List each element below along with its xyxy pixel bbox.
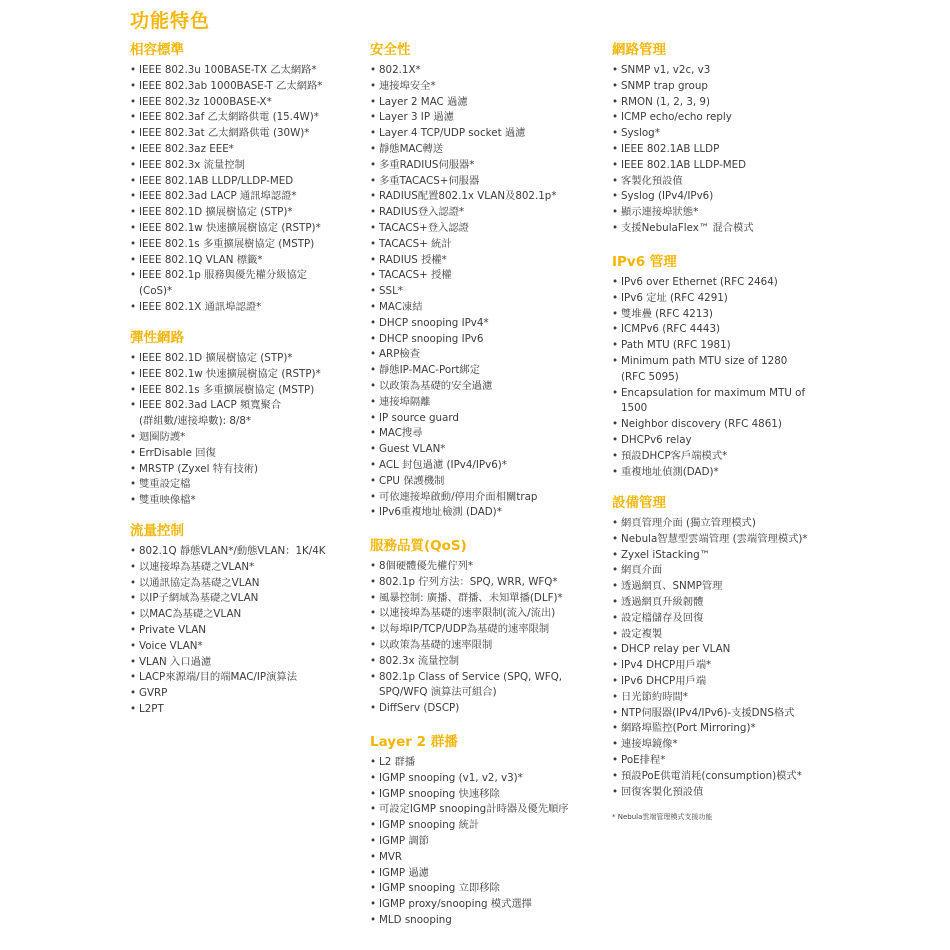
list-item: • 預設PoE供電消耗(consumption)模式*	[612, 769, 852, 785]
list-item: • 以MAC為基礎之VLAN	[130, 607, 370, 623]
list-item: • IEEE 802.1AB LLDP/LLDP-MED	[130, 174, 370, 190]
list-item: • SNMP trap group	[612, 79, 852, 95]
section-network-management	[612, 40, 852, 237]
list-item: • DHCP snooping IPv4*	[370, 316, 610, 332]
list-item: • 回復客製化預設值	[612, 785, 852, 801]
list-item: • 風暴控制: 廣播、群播、未知單播(DLF)*	[370, 591, 610, 607]
list-item: • DHCP relay per VLAN	[612, 642, 852, 658]
list-item: • 客製化預設值	[612, 174, 852, 190]
section-resilient-networking	[130, 328, 370, 509]
list-item: • Nebula智慧型雲端管理 (雲端管理模式)*	[612, 532, 852, 548]
list-item: • MRSTP (Zyxel 特有技術)	[130, 462, 370, 478]
list-item: • TACACS+登入認證	[370, 221, 610, 237]
list-item: • IEEE 802.3ab 1000BASE-T 乙太網路*	[130, 79, 370, 95]
list-item: • IPv4 DHCP用戶端*	[612, 658, 852, 674]
list-item: • Zyxel iStacking™	[612, 548, 852, 564]
list-item: • Neighbor discovery (RFC 4861)	[612, 417, 852, 433]
list-item: • 以每埠IP/TCP/UDP為基礎的速率限制	[370, 622, 610, 638]
list-item: • PoE排程*	[612, 753, 852, 769]
section-heading: 服務品質(QoS)	[370, 538, 467, 554]
list-item: • IEEE 802.3x 流量控制	[130, 158, 370, 174]
list-item: • DHCPv6 relay	[612, 433, 852, 449]
list-item: • SSL*	[370, 284, 610, 300]
list-item: • Private VLAN	[130, 623, 370, 639]
list-item: • SNMP v1, v2c, v3	[612, 63, 852, 79]
feature-list	[370, 755, 610, 929]
section-heading: 安全性	[370, 42, 411, 58]
list-item: • ICMP echo/echo reply	[612, 110, 852, 126]
list-item: • 802.1p Class of Service (SPQ, WFQ, SPQ/WFQ 演算法可組合)	[370, 670, 610, 702]
list-item: • 可依連接埠啟動/停用介面相關trap	[370, 490, 610, 506]
list-item: • 多重RADIUS伺服器*	[370, 158, 610, 174]
list-item: • 多重TACACS+伺服器	[370, 174, 610, 190]
list-item: • 顯示連接埠狀態*	[612, 205, 852, 221]
list-item: • IPv6重複地址檢測 (DAD)*	[370, 505, 610, 521]
section-heading: 網路管理	[612, 42, 666, 58]
feature-list	[370, 559, 610, 717]
list-item: • 靜態MAC轉送	[370, 142, 610, 158]
list-item: • IGMP snooping 統計	[370, 818, 610, 834]
list-item: • IGMP snooping 快速移除	[370, 787, 610, 803]
list-item: • 設定複製	[612, 627, 852, 643]
list-item: • IEEE 802.1s 多重擴展樹協定 (MSTP)	[130, 383, 370, 399]
section-compatibility-standards	[130, 40, 370, 316]
section-qos	[370, 536, 610, 717]
list-item: • IEEE 802.1D 擴展樹協定 (STP)*	[130, 205, 370, 221]
list-item: • IPv6 over Ethernet (RFC 2464)	[612, 275, 852, 291]
list-item: • IEEE 802.1X 通訊埠認證*	[130, 300, 370, 316]
list-item: • L2PT	[130, 702, 370, 718]
list-item: • 靜態IP-MAC-Port綁定	[370, 363, 610, 379]
list-item: • 預設DHCP客戶端模式*	[612, 449, 852, 465]
list-item: • 以IP子網域為基礎之VLAN	[130, 591, 370, 607]
section-security	[370, 40, 610, 521]
list-item: • 日光節約時間*	[612, 690, 852, 706]
list-item: • Guest VLAN*	[370, 442, 610, 458]
footnote: * Nebula雲端管理模式支援功能	[612, 813, 713, 821]
list-item: • 8個硬體優先權佇列*	[370, 559, 610, 575]
list-item: • IGMP 調節	[370, 834, 610, 850]
list-item: • 支援NebulaFlex™ 混合模式	[612, 221, 852, 237]
section-heading: 設備管理	[612, 495, 666, 511]
list-item: • IEEE 802.3u 100BASE-TX 乙太網路*	[130, 63, 370, 79]
list-item: • 以通訊協定為基礎之VLAN	[130, 576, 370, 592]
list-item: • 雙重映像檔*	[130, 493, 370, 509]
list-item: • IEEE 802.1p 服務與優先權分級協定 (CoS)*	[130, 268, 370, 300]
list-item: • 以政策為基礎的速率限制	[370, 638, 610, 654]
list-item: • VLAN 入口過濾	[130, 655, 370, 671]
feature-list	[130, 63, 370, 316]
list-item: • 雙堆疊 (RFC 4213)	[612, 307, 852, 323]
section-heading: Layer 2 群播	[370, 734, 458, 750]
list-item: • IGMP 過濾	[370, 866, 610, 882]
list-item: • 以連接埠為基礎之VLAN*	[130, 560, 370, 576]
list-item: • TACACS+ 統計	[370, 237, 610, 253]
list-item: • 設定檔儲存及回復	[612, 611, 852, 627]
section-traffic-control	[130, 521, 370, 718]
list-item: • IEEE 802.3af 乙太網路供電 (15.4W)*	[130, 110, 370, 126]
list-item: • Encapsulation for maximum MTU of 1500	[612, 386, 852, 418]
list-item: • Syslog*	[612, 126, 852, 142]
list-item: • LACP來源端/目的端MAC/IP演算法	[130, 670, 370, 686]
list-item: • ErrDisable 回復	[130, 446, 370, 462]
list-item: • IGMP proxy/snooping 模式選擇	[370, 897, 610, 913]
list-item: • 連接埠鏡像*	[612, 737, 852, 753]
list-item: • Layer 4 TCP/UDP socket 過濾	[370, 126, 610, 142]
list-item: • Path MTU (RFC 1981)	[612, 338, 852, 354]
list-item: • IEEE 802.1s 多重擴展樹協定 (MSTP)	[130, 237, 370, 253]
list-item: • IEEE 802.3z 1000BASE-X*	[130, 95, 370, 111]
list-item: • 透過網頁升級韌體	[612, 595, 852, 611]
list-item: • IEEE 802.3ad LACP 頻寬聚合 (群組數/連接埠數): 8/8*	[130, 398, 370, 430]
list-item: • ICMPv6 (RFC 4443)	[612, 322, 852, 338]
feature-list	[370, 63, 610, 521]
list-item: • Syslog (IPv4/IPv6)	[612, 189, 852, 205]
list-item: • 連接埠安全*	[370, 79, 610, 95]
list-item: • 透過網頁、SNMP管理	[612, 579, 852, 595]
list-item: • 可設定IGMP snooping計時器及優先順序	[370, 802, 610, 818]
list-item: • ACL 封包過濾 (IPv4/IPv6)*	[370, 458, 610, 474]
section-heading: 相容標準	[130, 42, 184, 58]
list-item: • IGMP snooping 立即移除	[370, 881, 610, 897]
feature-list	[612, 516, 852, 800]
section-layer2-multicast	[370, 732, 610, 929]
list-item: • IP source guard	[370, 411, 610, 427]
list-item: • IEEE 802.1Q VLAN 標籤*	[130, 253, 370, 269]
list-item: • IPv6 定址 (RFC 4291)	[612, 291, 852, 307]
section-heading: 流量控制	[130, 523, 184, 539]
list-item: • MLD snooping	[370, 913, 610, 929]
list-item: • 以連接埠為基礎的速率限制(流入/流出)	[370, 606, 610, 622]
list-item: • Layer 3 IP 過濾	[370, 110, 610, 126]
list-item: • IPv6 DHCP用戶端	[612, 674, 852, 690]
list-item: • 網頁介面	[612, 563, 852, 579]
list-item: • IEEE 802.3ad LACP 通訊埠認證*	[130, 189, 370, 205]
list-item: • 以政策為基礎的安全過濾	[370, 379, 610, 395]
list-item: • Layer 2 MAC 過濾	[370, 95, 610, 111]
list-item: • IEEE 802.1w 快速擴展樹協定 (RSTP)*	[130, 221, 370, 237]
list-item: • RMON (1, 2, 3, 9)	[612, 95, 852, 111]
list-item: • TACACS+ 授權	[370, 268, 610, 284]
list-item: • RADIUS 授權*	[370, 253, 610, 269]
list-item: • MVR	[370, 850, 610, 866]
list-item: • 802.1Q 靜態VLAN*/動態VLAN：1K/4K	[130, 544, 370, 560]
list-item: • IGMP snooping (v1, v2, v3)*	[370, 771, 610, 787]
list-item: • IEEE 802.1w 快速擴展樹協定 (RSTP)*	[130, 367, 370, 383]
list-item: • ARP檢查	[370, 347, 610, 363]
list-item: • IEEE 802.3az EEE*	[130, 142, 370, 158]
list-item: • 網路埠監控(Port Mirroring)*	[612, 721, 852, 737]
list-item: • RADIUS配置802.1x VLAN及802.1p*	[370, 189, 610, 205]
list-item: • IEEE 802.3at 乙太網路供電 (30W)*	[130, 126, 370, 142]
list-item: • IEEE 802.1AB LLDP-MED	[612, 158, 852, 174]
list-item: • DiffServ (DSCP)	[370, 701, 610, 717]
list-item: • 迴圈防護*	[130, 430, 370, 446]
list-item: • MAC搜尋	[370, 426, 610, 442]
list-item: • MAC凍結	[370, 300, 610, 316]
list-item: • 連接埠隔離	[370, 395, 610, 411]
list-item: • GVRP	[130, 686, 370, 702]
list-item: • IEEE 802.1AB LLDP	[612, 142, 852, 158]
list-item: • 雙重設定檔	[130, 477, 370, 493]
list-item: • RADIUS登入認證*	[370, 205, 610, 221]
list-item: • 重複地址偵測(DAD)*	[612, 465, 852, 481]
list-item: • L2 群播	[370, 755, 610, 771]
list-item: • 802.1X*	[370, 63, 610, 79]
section-ipv6-management	[612, 252, 852, 480]
section-heading: 彈性網路	[130, 330, 184, 346]
list-item: • 802.1p 佇列方法：SPQ, WRR, WFQ*	[370, 575, 610, 591]
feature-list	[612, 275, 852, 480]
list-item: • Voice VLAN*	[130, 639, 370, 655]
feature-list	[130, 351, 370, 509]
section-heading: IPv6 管理	[612, 254, 677, 270]
list-item: • DHCP snooping IPv6	[370, 332, 610, 348]
list-item: • CPU 保護機制	[370, 474, 610, 490]
feature-list	[130, 544, 370, 718]
feature-list	[612, 63, 852, 237]
section-device-management	[612, 493, 852, 800]
list-item: • NTP伺服器(IPv4/IPv6)-支援DNS格式	[612, 706, 852, 722]
list-item: • 802.3x 流量控制	[370, 654, 610, 670]
list-item: • Minimum path MTU size of 1280 (RFC 5095)	[612, 354, 852, 386]
list-item: • IEEE 802.1D 擴展樹協定 (STP)*	[130, 351, 370, 367]
list-item: • 網頁管理介面 (獨立管理模式)	[612, 516, 852, 532]
page-title: 功能特色	[130, 10, 211, 32]
